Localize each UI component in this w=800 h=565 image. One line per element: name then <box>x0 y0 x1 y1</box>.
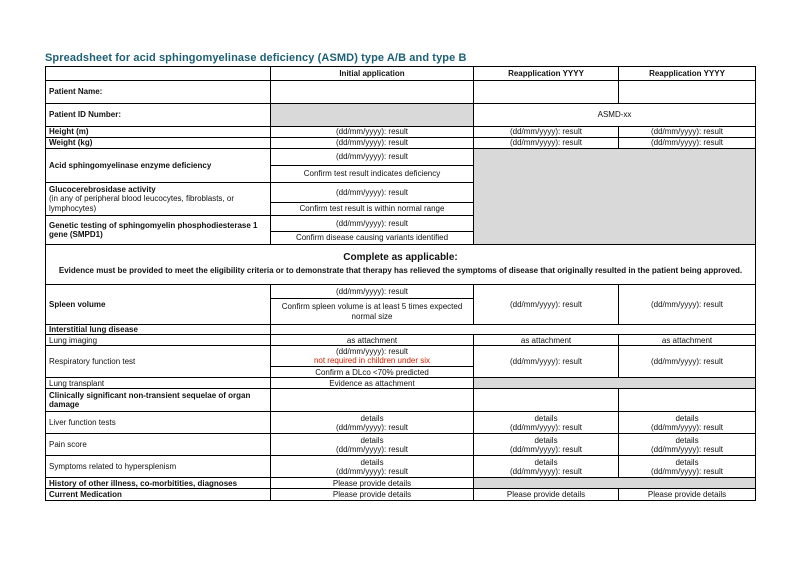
spleen-date-cell: (dd/mm/yyyy): result <box>271 285 474 299</box>
liver-reapp2-details: details <box>675 413 699 423</box>
document-content <box>45 52 755 501</box>
height-initial-cell: (dd/mm/yyyy): result <box>271 127 474 138</box>
sequelae-initial-cell <box>271 389 474 412</box>
liver-function-initial-cell <box>271 412 474 434</box>
genetic-testing-confirm-cell: Confirm disease causing variants identified <box>271 232 474 245</box>
medication-label: Current Medication <box>46 489 271 501</box>
weight-label: Weight (kg) <box>46 138 271 149</box>
hypersplenism-reapp1-details: details <box>534 457 558 467</box>
patient-id-label: Patient ID Number: <box>46 104 271 127</box>
spleen-confirm-cell: Confirm spleen volume is at least 5 times expected normal size <box>271 299 474 325</box>
hypersplenism-label: Symptoms related to hypersplenism <box>46 456 271 478</box>
height-label: Height (m) <box>46 127 271 138</box>
respiratory-reapp1-cell: (dd/mm/yyyy): result <box>474 346 619 378</box>
genetic-testing-date-cell: (dd/mm/yyyy): result <box>271 216 474 232</box>
hypersplenism-initial-date: (dd/mm/yyyy): result <box>335 466 408 476</box>
complete-section-cell <box>46 245 756 285</box>
pain-reapp1-details: details <box>534 435 558 445</box>
glucocerebrosidase-confirm-cell: Confirm test result is within normal range <box>271 203 474 216</box>
asm-deficiency-label: Acid sphingomyelinase enzyme deficiency <box>46 149 271 183</box>
weight-initial-cell: (dd/mm/yyyy): result <box>271 138 474 149</box>
row-history <box>46 478 756 489</box>
history-initial-cell: Please provide details <box>271 478 474 489</box>
respiratory-warning-text: not required in children under six <box>313 356 431 366</box>
respiratory-label: Respiratory function test <box>46 346 271 378</box>
patient-name-initial-cell <box>271 81 474 104</box>
liver-initial-details: details <box>360 413 384 423</box>
spleen-label: Spleen volume <box>46 285 271 325</box>
medication-initial-cell: Please provide details <box>271 489 474 501</box>
height-reapp1-cell: (dd/mm/yyyy): result <box>474 127 619 138</box>
lung-transplant-initial-cell: Evidence as attachment <box>271 378 474 389</box>
liver-function-label: Liver function tests <box>46 412 271 434</box>
asm-deficiency-date-cell: (dd/mm/yyyy): result <box>271 149 474 166</box>
weight-reapp1-cell: (dd/mm/yyyy): result <box>474 138 619 149</box>
header-reapplication-2: Reapplication YYYY <box>619 67 756 81</box>
page-title: Spreadsheet for acid sphingomyelinase deficiency (ASMD) type A/B and type B <box>45 52 467 64</box>
row-complete-section <box>46 245 756 285</box>
row-spleen-date <box>46 285 756 299</box>
hypersplenism-reapp2-cell <box>619 456 756 478</box>
complete-section-body: Evidence must be provided to meet the eligibility criteria or to demonstrate that therapy has relieved the symptoms of disease that originally resulted in the patient being approved. <box>58 265 743 275</box>
pain-score-label: Pain score <box>46 434 271 456</box>
pain-reapp2-details: details <box>675 435 699 445</box>
sequelae-reapp2-cell <box>619 389 756 412</box>
interstitial-empty-cell <box>271 325 756 335</box>
liver-reapp1-date: (dd/mm/yyyy): result <box>509 422 582 432</box>
complete-section-heading: Complete as applicable: <box>343 252 458 264</box>
pain-score-initial-cell <box>271 434 474 456</box>
patient-name-label: Patient Name: <box>46 81 271 104</box>
genetic-testing-label: Genetic testing of sphingomyelin phosphodiesterase 1 gene (SMPD1) <box>46 216 271 245</box>
row-interstitial <box>46 325 756 335</box>
pain-score-reapp1-cell <box>474 434 619 456</box>
interstitial-label: Interstitial lung disease <box>46 325 271 335</box>
liver-reapp1-details: details <box>534 413 558 423</box>
liver-initial-date: (dd/mm/yyyy): result <box>335 422 408 432</box>
glucocerebrosidase-label <box>46 183 271 216</box>
glucocerebrosidase-date-cell: (dd/mm/yyyy): result <box>271 183 474 203</box>
liver-function-reapp2-cell <box>619 412 756 434</box>
row-lung-imaging <box>46 335 756 346</box>
row-liver-function <box>46 412 756 434</box>
reapplication-shaded-block <box>474 149 756 245</box>
row-weight <box>46 138 756 149</box>
pain-reapp1-date: (dd/mm/yyyy): result <box>509 444 582 454</box>
hypersplenism-initial-cell <box>271 456 474 478</box>
hypersplenism-reapp2-details: details <box>675 457 699 467</box>
header-reapplication-1: Reapplication YYYY <box>474 67 619 81</box>
hypersplenism-reapp1-cell <box>474 456 619 478</box>
pain-score-reapp2-cell <box>619 434 756 456</box>
row-medication <box>46 489 756 501</box>
height-reapp2-cell: (dd/mm/yyyy): result <box>619 127 756 138</box>
row-patient-id <box>46 104 756 127</box>
asmd-spreadsheet-table <box>45 66 756 501</box>
glucocerebrosidase-label-sub: (in any of peripheral blood leucocytes, fibroblasts, or lymphocytes) <box>49 194 234 213</box>
table-header-row <box>46 67 756 81</box>
pain-initial-details: details <box>360 435 384 445</box>
header-initial-application: Initial application <box>271 67 474 81</box>
row-respiratory-date <box>46 346 756 367</box>
sequelae-label: Clinically significant non-transient sequelae of organ damage <box>46 389 271 412</box>
glucocerebrosidase-label-bold: Glucocerebrosidase activity <box>49 184 156 194</box>
medication-reapp1-cell: Please provide details <box>474 489 619 501</box>
header-empty-cell <box>46 67 271 81</box>
hypersplenism-reapp1-date: (dd/mm/yyyy): result <box>509 466 582 476</box>
pain-reapp2-date: (dd/mm/yyyy): result <box>650 444 723 454</box>
liver-reapp2-date: (dd/mm/yyyy): result <box>650 422 723 432</box>
spleen-reapp1-cell: (dd/mm/yyyy): result <box>474 285 619 325</box>
patient-name-reapp2-cell <box>619 81 756 104</box>
hypersplenism-reapp2-date: (dd/mm/yyyy): result <box>650 466 723 476</box>
respiratory-reapp2-cell: (dd/mm/yyyy): result <box>619 346 756 378</box>
row-lung-transplant <box>46 378 756 389</box>
row-patient-name <box>46 81 756 104</box>
row-hypersplenism <box>46 456 756 478</box>
liver-function-reapp1-cell <box>474 412 619 434</box>
patient-id-value-cell: ASMD-xx <box>474 104 756 127</box>
weight-reapp2-cell: (dd/mm/yyyy): result <box>619 138 756 149</box>
row-asm-deficiency-date <box>46 149 756 166</box>
patient-id-initial-shaded-cell <box>271 104 474 127</box>
patient-name-reapp1-cell <box>474 81 619 104</box>
respiratory-date-cell <box>271 346 474 367</box>
asm-deficiency-confirm-cell: Confirm test result indicates deficiency <box>271 166 474 183</box>
pain-initial-date: (dd/mm/yyyy): result <box>335 444 408 454</box>
lung-imaging-reapp2-cell: as attachment <box>619 335 756 346</box>
spleen-reapp2-cell: (dd/mm/yyyy): result <box>619 285 756 325</box>
respiratory-confirm-cell: Confirm a DLco <70% predicted <box>271 367 474 378</box>
sequelae-reapp1-cell <box>474 389 619 412</box>
lung-imaging-label: Lung imaging <box>46 335 271 346</box>
lung-transplant-label: Lung transplant <box>46 378 271 389</box>
history-label: History of other illness, co-morbitities, diagnoses <box>46 478 271 489</box>
respiratory-date-text: (dd/mm/yyyy): result <box>335 347 408 356</box>
lung-transplant-shaded-cell <box>474 378 756 389</box>
hypersplenism-initial-details: details <box>360 457 384 467</box>
row-sequelae <box>46 389 756 412</box>
lung-imaging-reapp1-cell: as attachment <box>474 335 619 346</box>
medication-reapp2-cell: Please provide details <box>619 489 756 501</box>
row-pain-score <box>46 434 756 456</box>
lung-imaging-initial-cell: as attachment <box>271 335 474 346</box>
history-shaded-cell <box>474 478 756 489</box>
row-height <box>46 127 756 138</box>
